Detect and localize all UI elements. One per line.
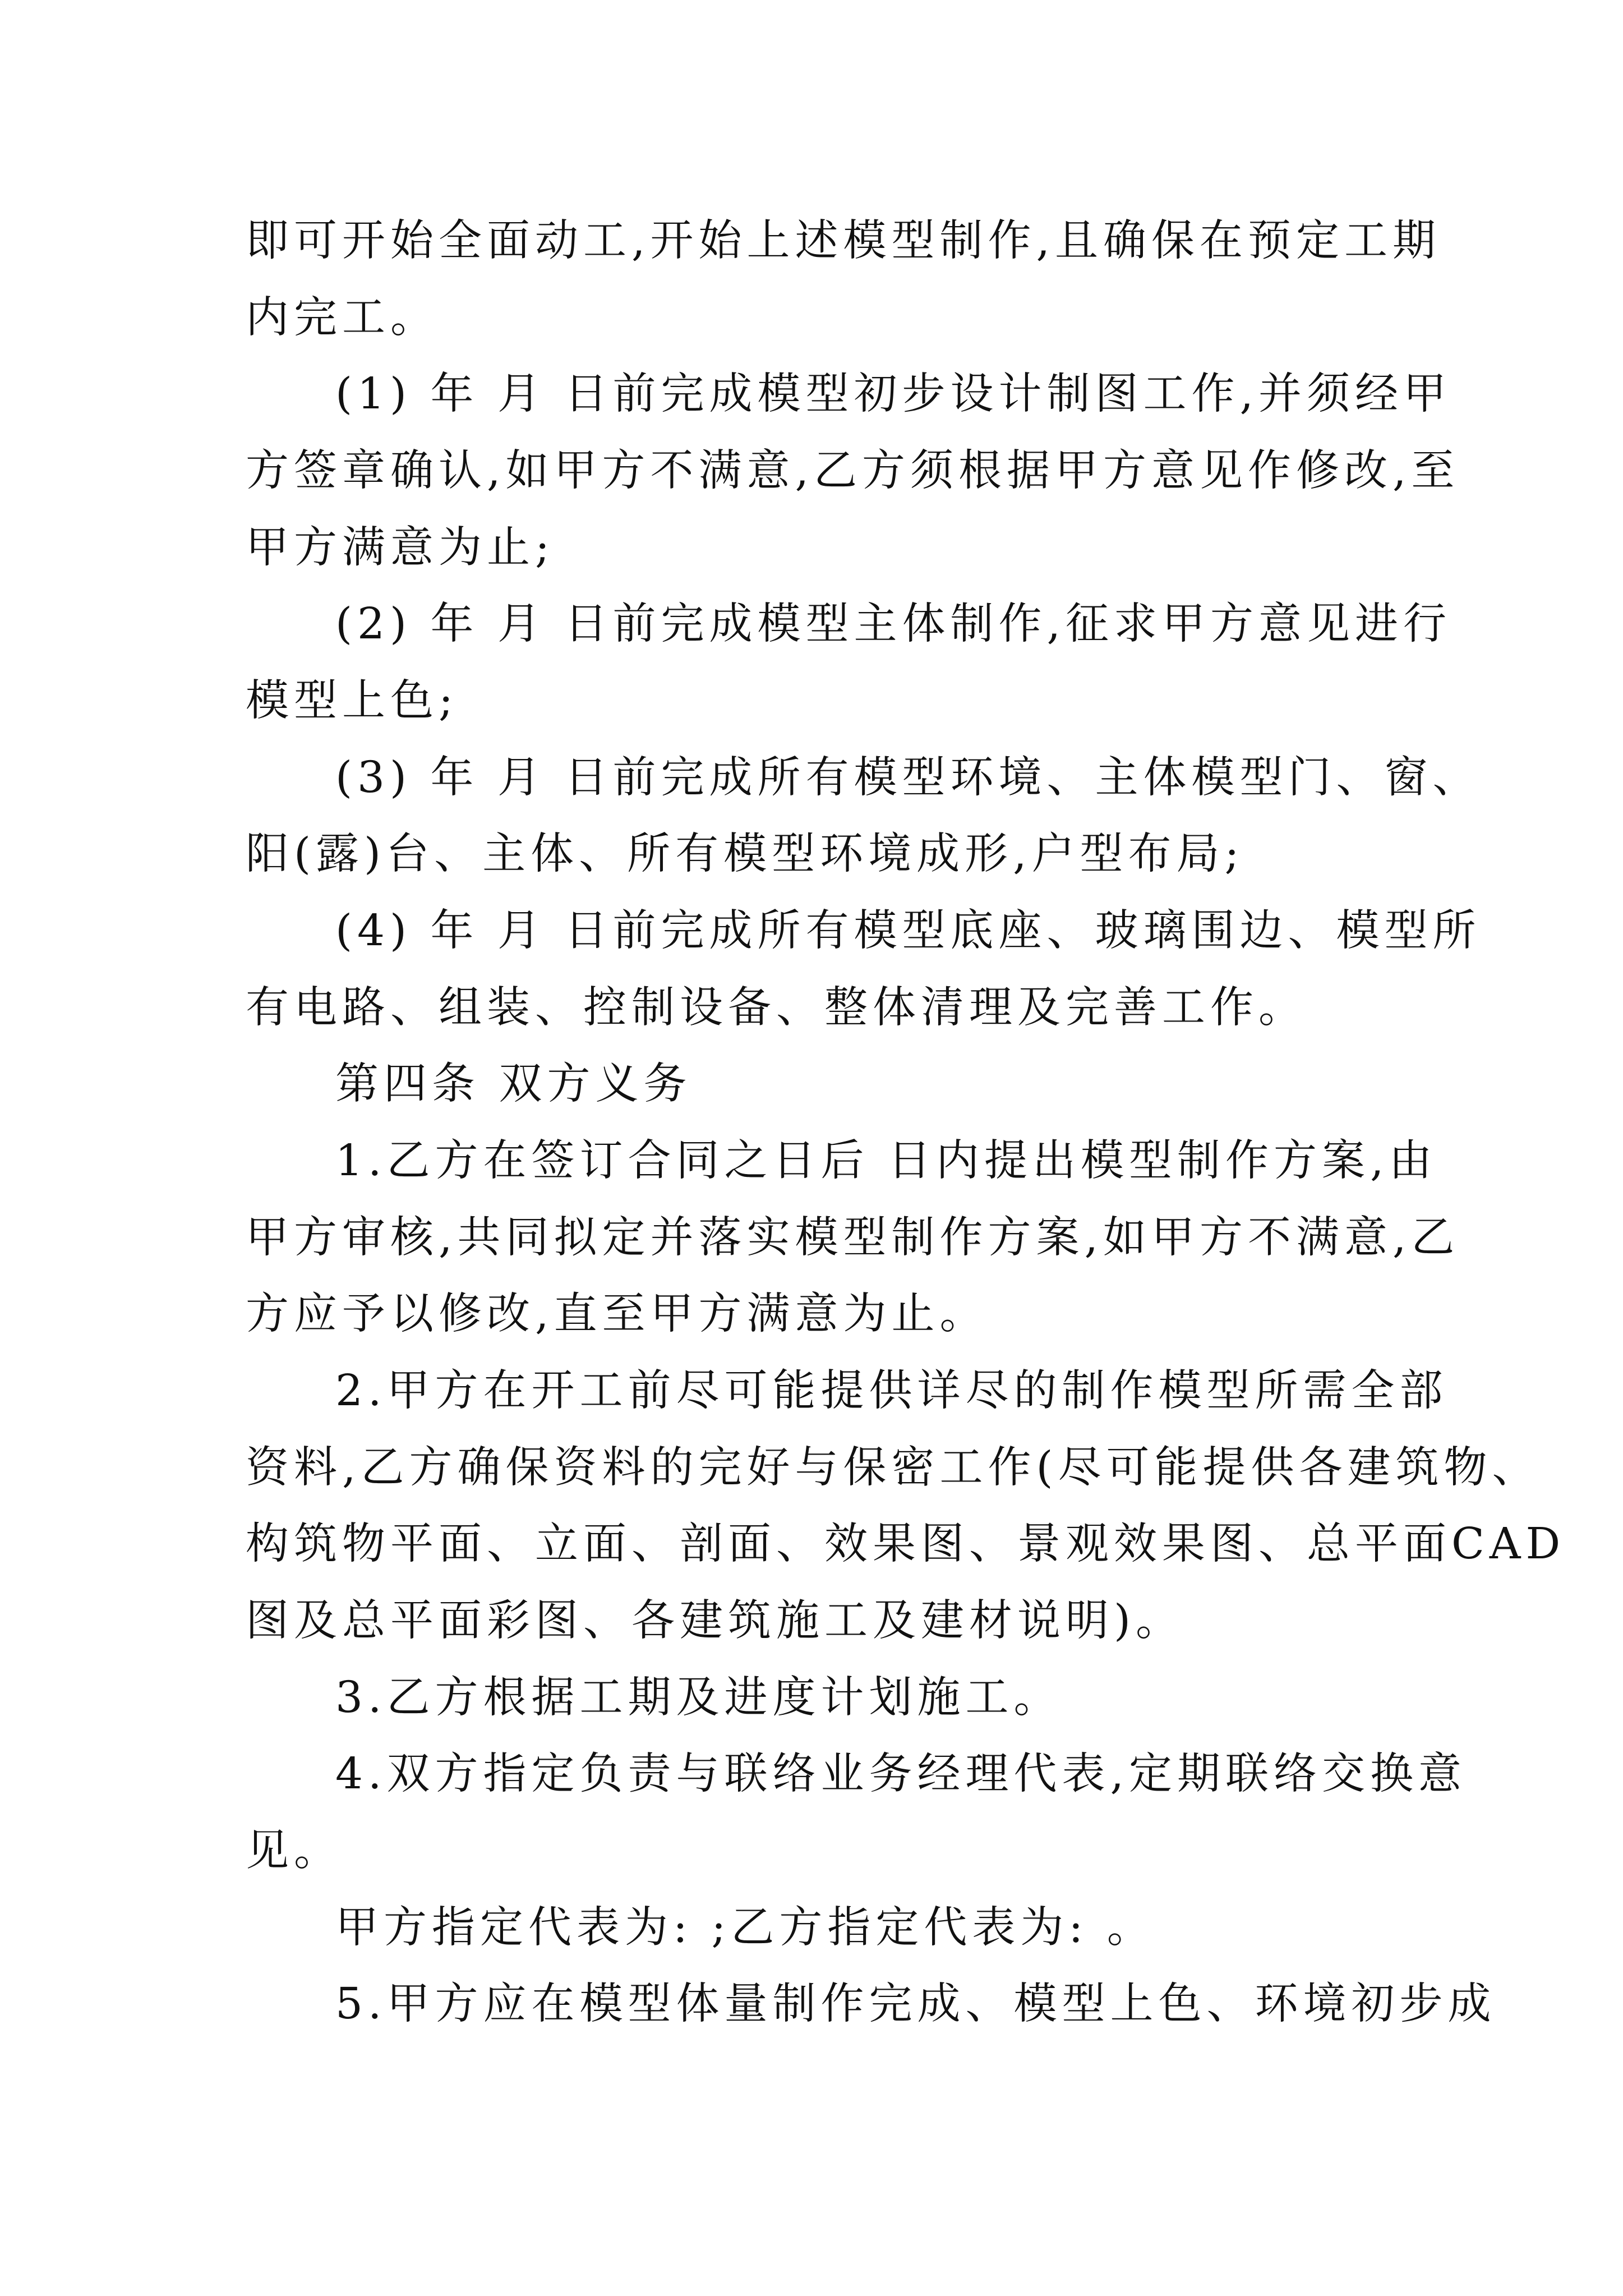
text-line: 图及总平面彩图、各建筑施工及建材说明)。 [246, 1596, 1184, 1646]
text-line: 5.甲方应在模型体量制作完成、模型上色、环境初步成 [335, 1979, 1496, 2029]
text-line: 模型上色; [246, 676, 458, 726]
text-line: 阳(露)台、主体、所有模型环境成形,户型布局; [246, 829, 1244, 879]
section-heading: 第四条 双方义务 [335, 1059, 692, 1109]
text-line: (1) 年 月 日前完成模型初步设计制图工作,并须经甲 [335, 369, 1451, 419]
text-line: (2) 年 月 日前完成模型主体制作,征求甲方意见进行 [335, 599, 1451, 649]
text-line: 甲方满意为止; [246, 523, 555, 573]
text-line: 即可开始全面动工,开始上述模型制作,且确保在预定工期 [246, 216, 1441, 266]
text-line: 甲方指定代表为: ;乙方指定代表为: 。 [335, 1903, 1155, 1953]
text-line: 内完工。 [246, 293, 439, 343]
text-line: 甲方审核,共同拟定并落实模型制作方案,如甲方不满意,乙 [246, 1213, 1460, 1263]
text-line: 资料,乙方确保资料的完好与保密工作(尽可能提供各建筑物、 [246, 1443, 1541, 1493]
text-line: (4) 年 月 日前完成所有模型底座、玻璃围边、模型所 [335, 906, 1481, 956]
text-line: 1.乙方在签订合同之日后 日内提出模型制作方案,由 [335, 1136, 1437, 1186]
text-line: (3) 年 月 日前完成所有模型环境、主体模型门、窗、 [335, 753, 1481, 803]
text-line: 见。 [246, 1826, 342, 1876]
text-line: 有电路、组装、控制设备、整体清理及完善工作。 [246, 983, 1307, 1033]
text-line: 构筑物平面、立面、剖面、效果图、景观效果图、总平面CAD [246, 1519, 1566, 1569]
text-line: 4.双方指定负责与联络业务经理代表,定期联络交换意 [335, 1749, 1467, 1799]
text-line: 方签章确认,如甲方不满意,乙方须根据甲方意见作修改,至 [246, 446, 1460, 496]
text-line: 方应予以修改,直至甲方满意为止。 [246, 1289, 988, 1339]
text-line: 3.乙方根据工期及进度计划施工。 [335, 1673, 1062, 1723]
text-line: 2.甲方在开工前尽可能提供详尽的制作模型所需全部 [335, 1366, 1448, 1416]
